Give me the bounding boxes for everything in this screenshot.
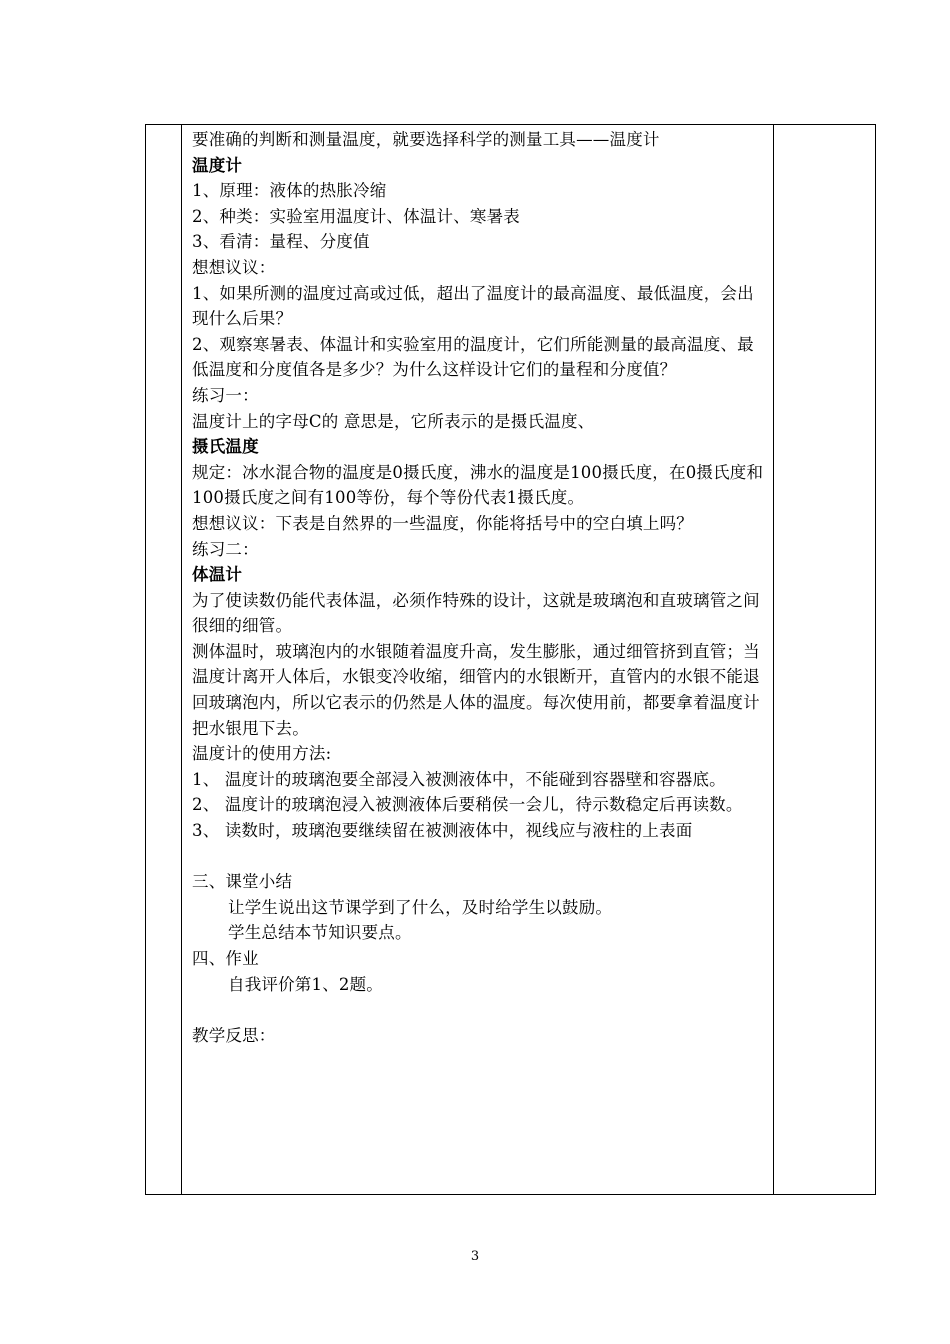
discussion-label: 想想议议： xyxy=(192,257,276,277)
heading-clinical-thermometer: 体温计 xyxy=(192,565,243,585)
lesson-table xyxy=(145,124,876,1195)
discussion-question-1: 1、如果所测的温度过高或过低，超出了温度计的最高温度、最低温度，会出现什么后果？ xyxy=(192,283,754,329)
spacer xyxy=(192,997,770,1023)
exercise-one-text: 温度计上的字母C的 意思是，它所表示的是摄氏温度、 xyxy=(192,411,595,431)
spacer xyxy=(192,844,770,870)
homework-line: 自我评价第1、2题。 xyxy=(228,974,383,994)
types-line: 2、种类：实验室用温度计、体温计、寒暑表 xyxy=(192,206,520,226)
discussion-question-2: 2、观察寒暑表、体温计和实验室用的温度计，它们所能测量的最高温度、最低温度和分度值各是多少？为什么这样设计它们的量程和分度值？ xyxy=(192,334,754,380)
clinical-usage-text: 测体温时，玻璃泡内的水银随着温度升高，发生膨胀，通过细管挤到直管；当温度计离开人体后，水银变冷收缩，细管内的水银断开，直管内的水银不能退回玻璃泡内，所以它表示的仍然是人体的温度。每次使用前，都要拿着温度计把水银甩下去。 xyxy=(192,641,760,738)
summary-line-1: 让学生说出这节课学到了什么，及时给学生以鼓励。 xyxy=(228,897,613,917)
right-column xyxy=(773,125,875,1194)
reflection-label: 教学反思： xyxy=(192,1025,276,1045)
lesson-content xyxy=(192,127,770,1048)
homework-heading: 四、作业 xyxy=(192,949,259,968)
heading-celsius: 摄氏温度 xyxy=(192,437,259,457)
check-line: 3、看清：量程、分度值 xyxy=(192,232,370,252)
usage-step-1: 1、 温度计的玻璃泡要全部浸入被测液体中，不能碰到容器壁和容器底。 xyxy=(192,769,726,789)
summary-line-2: 学生总结本节知识要点。 xyxy=(228,923,412,943)
usage-step-3: 3、 读数时，玻璃泡要继续留在被测液体中，视线应与液柱的上表面 xyxy=(192,821,693,841)
usage-step-2: 2、 温度计的玻璃泡浸入被测液体后要稍侯一会儿，待示数稳定后再读数。 xyxy=(192,795,743,815)
heading-thermometer: 温度计 xyxy=(192,155,243,175)
exercise-two-label: 练习二： xyxy=(192,539,259,559)
usage-method-label: 温度计的使用方法: xyxy=(192,744,332,764)
principle-line: 1、原理：液体的热胀冷缩 xyxy=(192,181,387,201)
intro-line: 要准确的判断和测量温度，就要选择科学的测量工具——温度计 xyxy=(192,130,660,149)
clinical-design-text: 为了使读数仍能代表体温，必须作特殊的设计，这就是玻璃泡和直玻璃管之间很细的细管。 xyxy=(192,590,760,636)
summary-heading: 三、课堂小结 xyxy=(192,872,293,892)
exercise-one-label: 练习一： xyxy=(192,385,259,405)
discussion-table-question: 想想议议：下表是自然界的一些温度，你能将括号中的空白填上吗？ xyxy=(192,513,693,533)
page-number: 3 xyxy=(470,1249,480,1264)
left-column xyxy=(146,125,182,1194)
celsius-definition: 规定：冰水混合物的温度是0摄氏度，沸水的温度是100摄氏度，在0摄氏度和100摄氏度之间有100等份，每个等份代表1摄氏度。 xyxy=(192,462,764,508)
